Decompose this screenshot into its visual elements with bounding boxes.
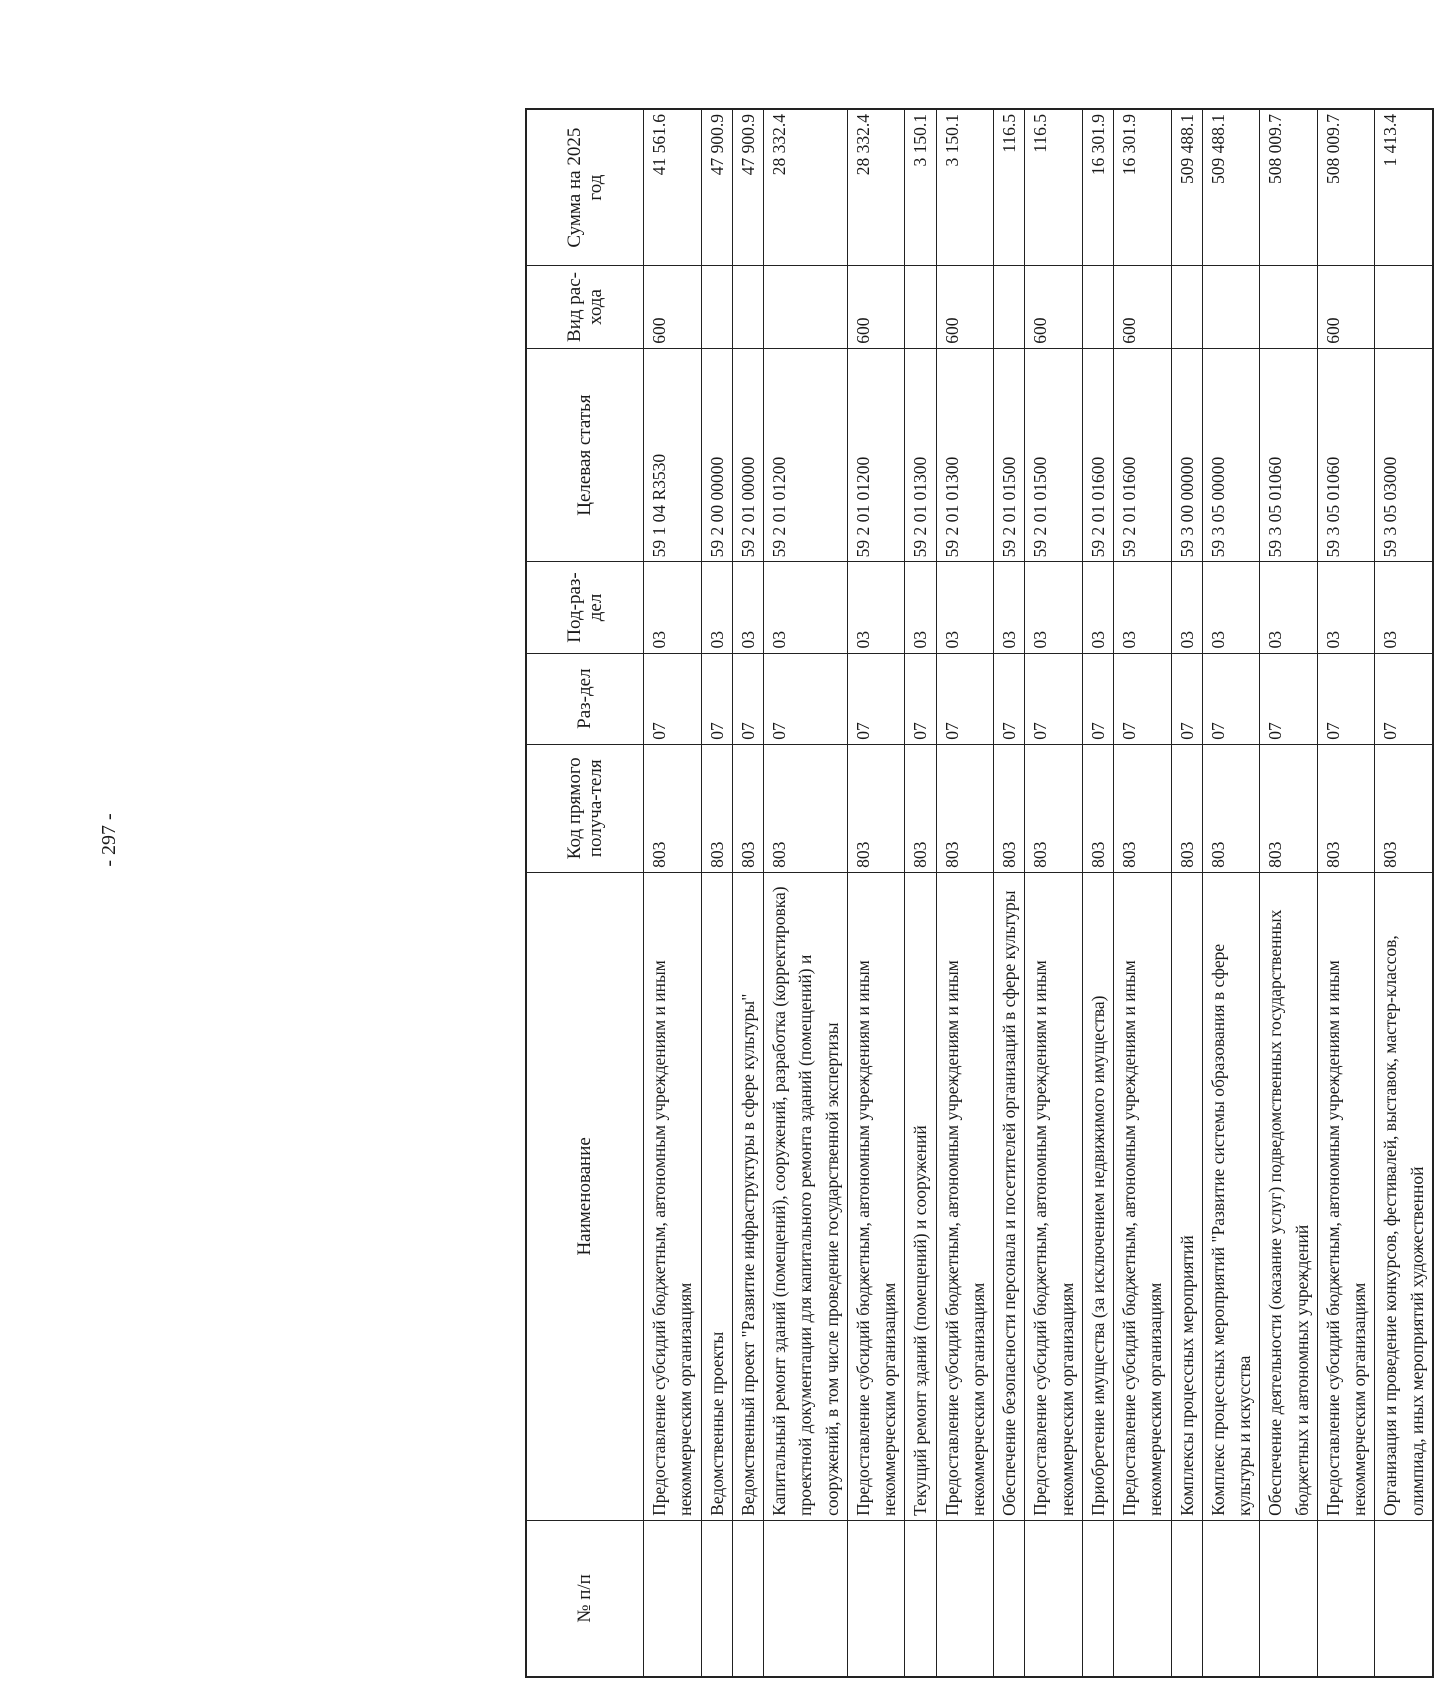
cell-razdel: 07 [1025, 653, 1083, 744]
cell-name: Комплекс процессных мероприятий "Развитие системы образования в сфере культуры и искусства [1202, 872, 1260, 1520]
cell-vid: 600 [1317, 266, 1375, 349]
cell-razdel: 07 [764, 653, 848, 744]
header-num: № п/п [526, 1520, 644, 1677]
cell-name: Предоставление субсидий бюджетным, автономным учреждениям и иным некоммерческим организациям [1317, 872, 1375, 1520]
cell-razdel: 07 [1375, 653, 1433, 744]
cell-num [732, 1520, 763, 1677]
table-row [1171, 109, 1202, 1677]
table-row [701, 109, 732, 1677]
cell-podrazdel: 03 [1082, 562, 1113, 653]
cell-podrazdel: 03 [1202, 562, 1260, 653]
cell-vid: 600 [1114, 266, 1172, 349]
cell-article: 59 2 01 01500 [994, 348, 1025, 562]
cell-num [1114, 1520, 1172, 1677]
cell-razdel: 07 [905, 653, 936, 744]
cell-code: 803 [1082, 744, 1113, 872]
cell-name: Обеспечение деятельности (оказание услуг) подведомственных государственных бюджетных и автономных учреждений [1260, 872, 1318, 1520]
cell-code: 803 [1025, 744, 1083, 872]
cell-article: 59 2 00 00000 [701, 348, 732, 562]
cell-num [764, 1520, 848, 1677]
cell-podrazdel: 03 [905, 562, 936, 653]
table-row [1260, 109, 1318, 1677]
cell-sum: 41 561.6 [644, 109, 702, 266]
cell-razdel: 07 [994, 653, 1025, 744]
cell-podrazdel: 03 [1114, 562, 1172, 653]
cell-sum: 16 301.9 [1082, 109, 1113, 266]
cell-vid [701, 266, 732, 349]
cell-sum: 3 150.1 [905, 109, 936, 266]
cell-podrazdel: 03 [1317, 562, 1375, 653]
cell-razdel: 07 [1260, 653, 1318, 744]
cell-article: 59 3 00 00000 [1171, 348, 1202, 562]
cell-podrazdel: 03 [847, 562, 905, 653]
cell-sum: 116.5 [994, 109, 1025, 266]
cell-article: 59 2 01 01300 [936, 348, 994, 562]
cell-sum: 508 009.7 [1260, 109, 1318, 266]
cell-sum: 508 009.7 [1317, 109, 1375, 266]
cell-podrazdel: 03 [644, 562, 702, 653]
cell-vid [1375, 266, 1433, 349]
cell-name: Организация и проведение конкурсов, фестивалей, выставок, мастер-классов, олимпиад, иных мероприятий художественной [1375, 872, 1433, 1520]
cell-article: 59 2 01 01200 [847, 348, 905, 562]
cell-razdel: 07 [1202, 653, 1260, 744]
cell-num [905, 1520, 936, 1677]
cell-podrazdel: 03 [1171, 562, 1202, 653]
cell-article: 59 2 01 01600 [1114, 348, 1172, 562]
header-razdel: Раз-дел [526, 653, 644, 744]
cell-vid [732, 266, 763, 349]
cell-article: 59 2 01 01500 [1025, 348, 1083, 562]
table-row [1114, 109, 1172, 1677]
table-row [1375, 109, 1433, 1677]
cell-name: Капитальный ремонт зданий (помещений), сооружений, разработка (корректировка) проектной документации для капитального ремонта зданий (помещений) и сооружений, в том числе проведение государственной экспертизы [764, 872, 848, 1520]
table-row [1317, 109, 1375, 1677]
cell-sum: 47 900.9 [701, 109, 732, 266]
table-row [936, 109, 994, 1677]
cell-podrazdel: 03 [936, 562, 994, 653]
cell-name: Текущий ремонт зданий (помещений) и сооружений [905, 872, 936, 1520]
cell-vid [994, 266, 1025, 349]
cell-sum: 1 413.4 [1375, 109, 1433, 266]
budget-table [525, 108, 1434, 1678]
cell-vid: 600 [936, 266, 994, 349]
cell-vid [1260, 266, 1318, 349]
cell-num [1082, 1520, 1113, 1677]
cell-code: 803 [701, 744, 732, 872]
cell-razdel: 07 [936, 653, 994, 744]
header-article: Целевая статья [526, 348, 644, 562]
header-sum: Сумма на 2025 год [526, 109, 644, 266]
cell-num [701, 1520, 732, 1677]
table-row [644, 109, 702, 1677]
cell-sum: 116.5 [1025, 109, 1083, 266]
cell-code: 803 [1260, 744, 1318, 872]
header-code: Код прямого получа-теля [526, 744, 644, 872]
cell-name: Предоставление субсидий бюджетным, автономным учреждениям и иным некоммерческим организациям [1025, 872, 1083, 1520]
cell-razdel: 07 [1114, 653, 1172, 744]
cell-vid [764, 266, 848, 349]
table-row [994, 109, 1025, 1677]
cell-article: 59 3 05 01060 [1260, 348, 1318, 562]
header-vid: Вид рас-хода [526, 266, 644, 349]
cell-num [1202, 1520, 1260, 1677]
cell-razdel: 07 [644, 653, 702, 744]
header-name: Наименование [526, 872, 644, 1520]
table-row [732, 109, 763, 1677]
page-number: - 297 - [98, 813, 120, 867]
cell-name: Ведомственный проект "Развитие инфраструктуры в сфере культуры" [732, 872, 763, 1520]
cell-num [936, 1520, 994, 1677]
cell-vid [905, 266, 936, 349]
cell-sum: 16 301.9 [1114, 109, 1172, 266]
cell-code: 803 [1375, 744, 1433, 872]
cell-name: Приобретение имущества (за исключением недвижимого имущества) [1082, 872, 1113, 1520]
cell-vid: 600 [847, 266, 905, 349]
cell-sum: 509 488.1 [1171, 109, 1202, 266]
cell-razdel: 07 [1082, 653, 1113, 744]
cell-razdel: 07 [847, 653, 905, 744]
cell-code: 803 [905, 744, 936, 872]
cell-razdel: 07 [701, 653, 732, 744]
cell-name: Предоставление субсидий бюджетным, автономным учреждениям и иным некоммерческим организациям [936, 872, 994, 1520]
cell-podrazdel: 03 [732, 562, 763, 653]
cell-article: 59 3 05 03000 [1375, 348, 1433, 562]
cell-article: 59 2 01 00000 [732, 348, 763, 562]
cell-code: 803 [764, 744, 848, 872]
cell-podrazdel: 03 [1025, 562, 1083, 653]
cell-name: Предоставление субсидий бюджетным, автономным учреждениям и иным некоммерческим организациям [644, 872, 702, 1520]
cell-name: Предоставление субсидий бюджетным, автономным учреждениям и иным некоммерческим организациям [847, 872, 905, 1520]
table-row [1202, 109, 1260, 1677]
cell-num [644, 1520, 702, 1677]
cell-podrazdel: 03 [701, 562, 732, 653]
cell-num [1260, 1520, 1318, 1677]
cell-num [1025, 1520, 1083, 1677]
cell-razdel: 07 [1171, 653, 1202, 744]
header-podrazdel: Под-раз-дел [526, 562, 644, 653]
cell-podrazdel: 03 [1260, 562, 1318, 653]
cell-article: 59 3 05 01060 [1317, 348, 1375, 562]
cell-razdel: 07 [732, 653, 763, 744]
cell-vid [1202, 266, 1260, 349]
cell-sum: 28 332.4 [847, 109, 905, 266]
cell-article: 59 2 01 01300 [905, 348, 936, 562]
cell-vid [1171, 266, 1202, 349]
cell-code: 803 [644, 744, 702, 872]
cell-name: Ведомственные проекты [701, 872, 732, 1520]
cell-num [847, 1520, 905, 1677]
cell-article: 59 1 04 R3530 [644, 348, 702, 562]
table-row [905, 109, 936, 1677]
cell-name: Предоставление субсидий бюджетным, автономным учреждениям и иным некоммерческим организациям [1114, 872, 1172, 1520]
cell-sum: 3 150.1 [936, 109, 994, 266]
cell-podrazdel: 03 [1375, 562, 1433, 653]
cell-num [994, 1520, 1025, 1677]
cell-num [1317, 1520, 1375, 1677]
table-body [644, 109, 1433, 1677]
cell-code: 803 [1202, 744, 1260, 872]
cell-vid [1082, 266, 1113, 349]
cell-code: 803 [847, 744, 905, 872]
table-row [1025, 109, 1083, 1677]
cell-sum: 28 332.4 [764, 109, 848, 266]
table-row [764, 109, 848, 1677]
table-header-row [526, 109, 644, 1677]
cell-podrazdel: 03 [764, 562, 848, 653]
cell-article: 59 2 01 01600 [1082, 348, 1113, 562]
cell-vid: 600 [1025, 266, 1083, 349]
cell-code: 803 [1171, 744, 1202, 872]
cell-razdel: 07 [1317, 653, 1375, 744]
cell-code: 803 [1317, 744, 1375, 872]
cell-sum: 47 900.9 [732, 109, 763, 266]
cell-code: 803 [994, 744, 1025, 872]
cell-num [1375, 1520, 1433, 1677]
cell-vid: 600 [644, 266, 702, 349]
cell-num [1171, 1520, 1202, 1677]
cell-code: 803 [732, 744, 763, 872]
table-row [1082, 109, 1113, 1677]
cell-podrazdel: 03 [994, 562, 1025, 653]
cell-name: Обеспечение безопасности персонала и посетителей организаций в сфере культуры [994, 872, 1025, 1520]
cell-code: 803 [936, 744, 994, 872]
cell-name: Комплексы процессных мероприятий [1171, 872, 1202, 1520]
cell-code: 803 [1114, 744, 1172, 872]
cell-article: 59 3 05 00000 [1202, 348, 1260, 562]
table-row [847, 109, 905, 1677]
cell-sum: 509 488.1 [1202, 109, 1260, 266]
cell-article: 59 2 01 01200 [764, 348, 848, 562]
